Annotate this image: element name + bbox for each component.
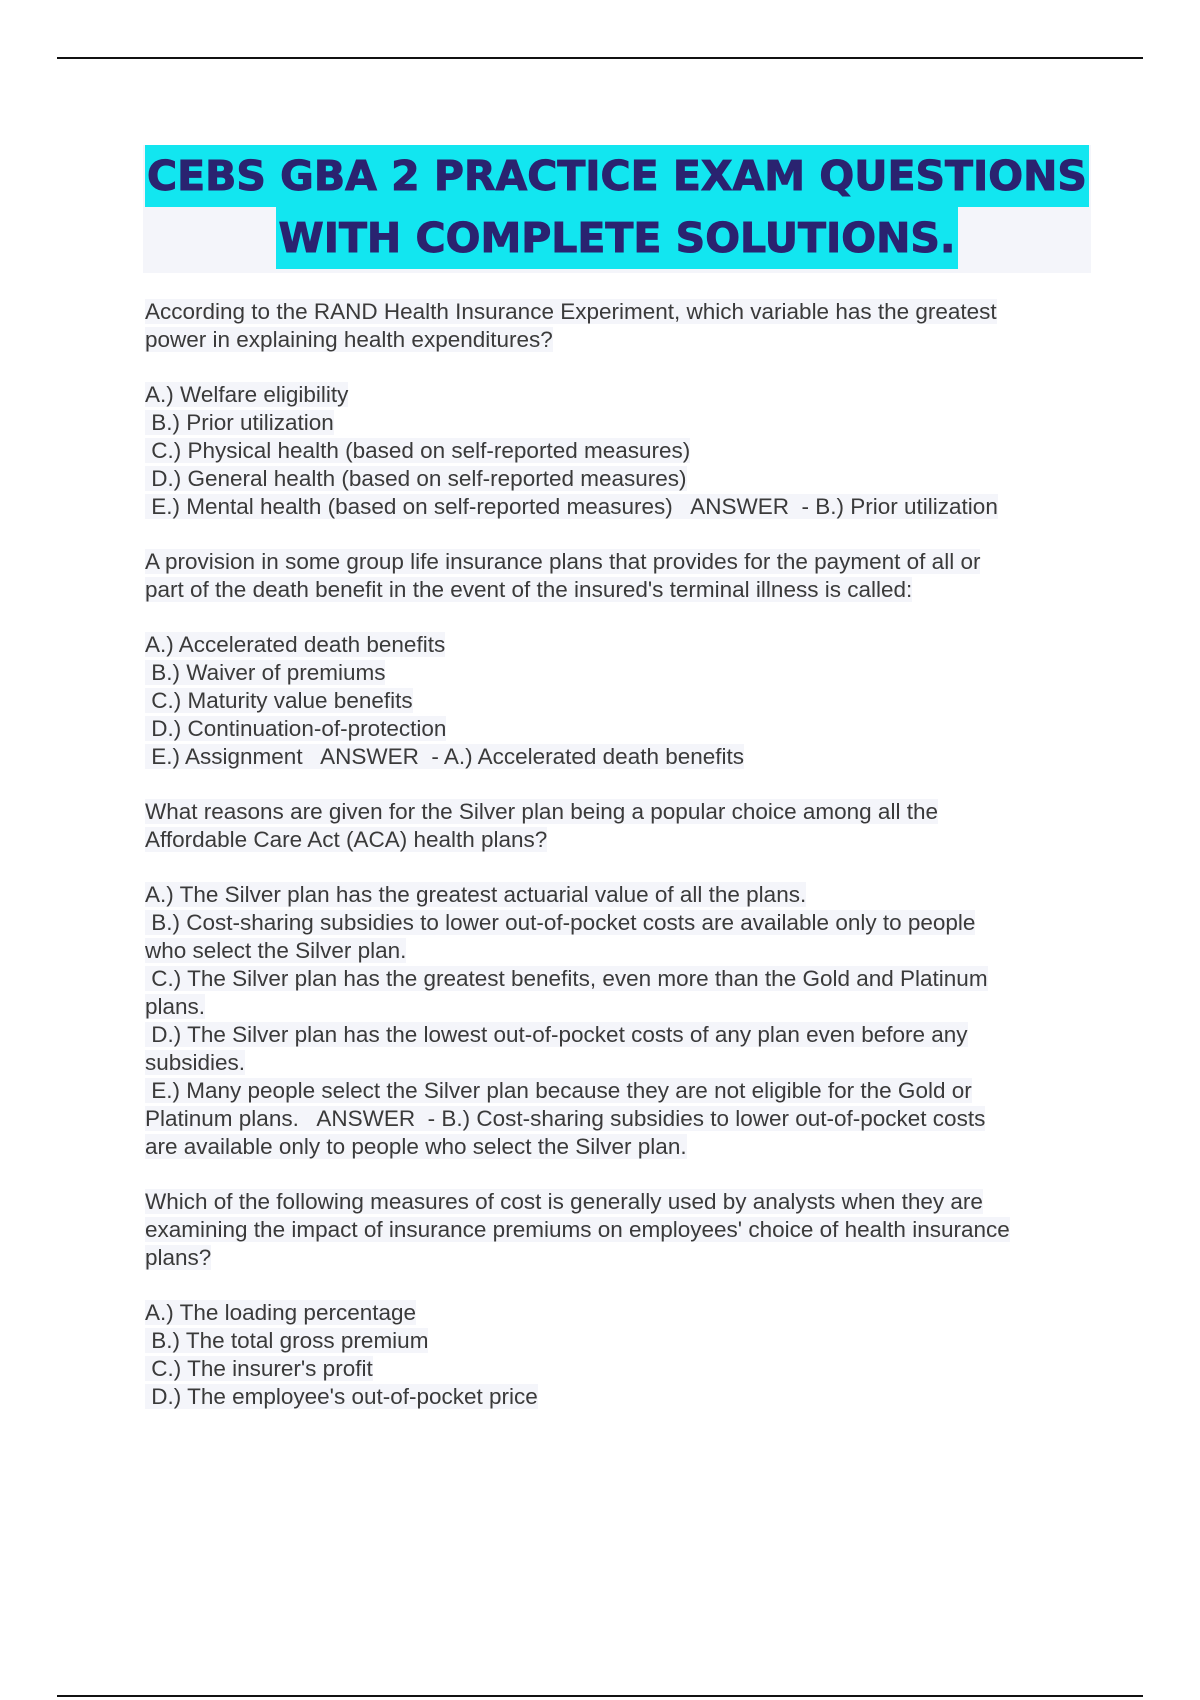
option-line: B.) Waiver of premiums — [145, 660, 386, 685]
option-line: D.) The employee's out-of-pocket price — [145, 1384, 538, 1409]
option-line-with-answer: E.) Assignment ANSWER - A.) Accelerated death benefits — [145, 744, 745, 769]
option-line: A.) The loading percentage — [145, 1300, 417, 1325]
question-1-options — [145, 381, 1090, 521]
question-text-line: According to the RAND Health Insurance Experiment, which variable has the greatest — [145, 299, 997, 324]
top-rule — [57, 57, 1143, 59]
option-line: plans. — [145, 994, 206, 1019]
question-3-options — [145, 881, 1090, 1161]
question-text-line: What reasons are given for the Silver plan being a popular choice among all the — [145, 799, 938, 824]
option-line: subsidies. — [145, 1050, 246, 1075]
title-banner — [143, 145, 1091, 273]
question-text-line: power in explaining health expenditures? — [145, 327, 553, 352]
question-1 — [145, 298, 1090, 354]
question-4-options — [145, 1299, 1090, 1411]
option-line: A.) The Silver plan has the greatest actuarial value of all the plans. — [145, 882, 807, 907]
question-3 — [145, 798, 1090, 854]
option-line: E.) Many people select the Silver plan because they are not eligible for the Gold or — [145, 1078, 972, 1103]
option-line: C.) Maturity value benefits — [145, 688, 413, 713]
option-line: C.) The insurer's profit — [145, 1356, 373, 1381]
option-line: B.) Cost-sharing subsidies to lower out-of-pocket costs are available only to people — [145, 910, 976, 935]
option-line-with-answer: are available only to people who select the Silver plan. — [145, 1134, 687, 1159]
question-4 — [145, 1188, 1090, 1272]
option-line-with-answer: E.) Mental health (based on self-reported measures) ANSWER - B.) Prior utilization — [145, 494, 998, 519]
page-title-line-1: CEBS GBA 2 PRACTICE EXAM QUESTIONS — [145, 145, 1089, 207]
question-text-line: plans? — [145, 1245, 212, 1270]
page-title-line-2: WITH COMPLETE SOLUTIONS. — [276, 207, 957, 269]
question-text-line: Which of the following measures of cost is generally used by analysts when they are — [145, 1189, 983, 1214]
option-line: who select the Silver plan. — [145, 938, 407, 963]
option-line: C.) Physical health (based on self-reported measures) — [145, 438, 691, 463]
option-line: A.) Welfare eligibility — [145, 382, 349, 407]
bottom-rule — [57, 1695, 1143, 1697]
option-line-with-answer: Platinum plans. ANSWER - B.) Cost-sharing subsidies to lower out-of-pocket costs — [145, 1106, 986, 1131]
question-text-line: A provision in some group life insurance plans that provides for the payment of all or — [145, 549, 981, 574]
question-text-line: examining the impact of insurance premiums on employees' choice of health insurance — [145, 1217, 1010, 1242]
option-line: C.) The Silver plan has the greatest benefits, even more than the Gold and Platinum — [145, 966, 988, 991]
option-line: D.) Continuation-of-protection — [145, 716, 447, 741]
option-line: D.) General health (based on self-reported measures) — [145, 466, 687, 491]
option-line: B.) Prior utilization — [145, 410, 334, 435]
question-2 — [145, 548, 1090, 604]
option-line: A.) Accelerated death benefits — [145, 632, 446, 657]
option-line: B.) The total gross premium — [145, 1328, 429, 1353]
document-body — [145, 298, 1090, 1438]
question-text-line: Affordable Care Act (ACA) health plans? — [145, 827, 548, 852]
question-text-line: part of the death benefit in the event of the insured's terminal illness is called: — [145, 577, 913, 602]
option-line: D.) The Silver plan has the lowest out-of-pocket costs of any plan even before any — [145, 1022, 968, 1047]
question-2-options — [145, 631, 1090, 771]
